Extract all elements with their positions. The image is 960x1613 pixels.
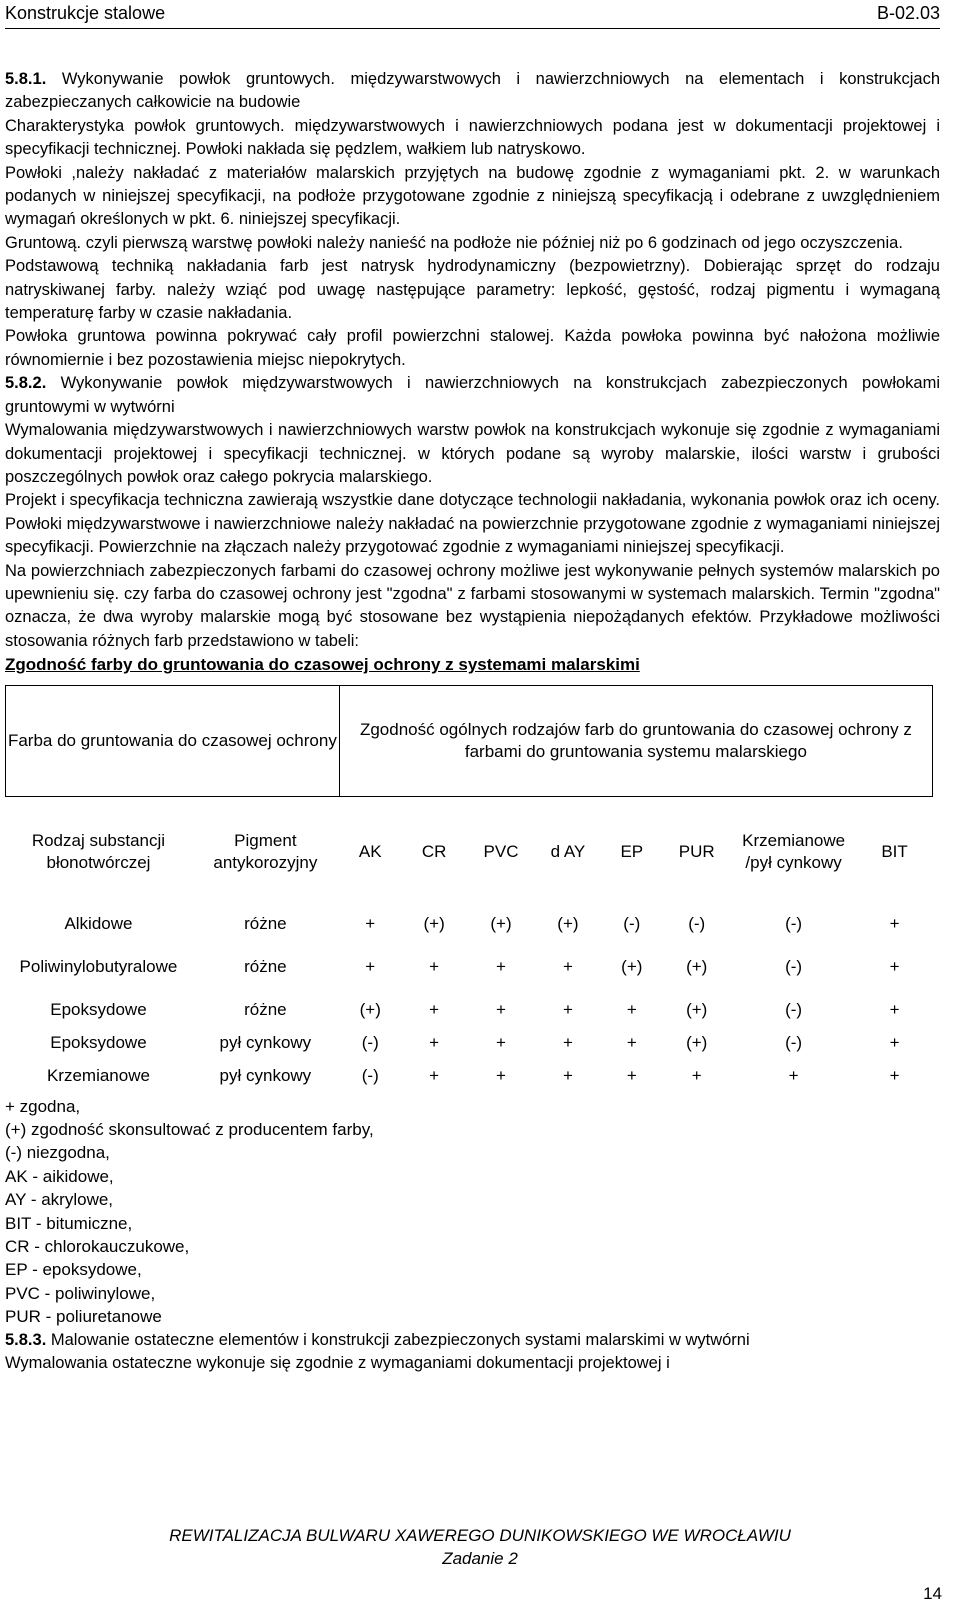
section-5-8-2-heading: 5.8.2. Wykonywanie powłok międzywarstwowych i nawierzchniowych na konstrukcjach zabezpieczonych powłokami gruntowymi w wytwórni — [5, 374, 940, 416]
legend-item: CR - chlorokauczukowe, — [5, 1237, 190, 1256]
table-legend — [5, 1095, 940, 1329]
paragraph: Wymalowania ostateczne wykonuje się zgodnie z wymaganiami dokumentacji projektowej i — [5, 1354, 670, 1373]
paragraph: Gruntową. czyli pierwszą warstwę powłoki należy nanieść na podłoże nie później niż po 6 godzinach od jego oczyszczenia. — [5, 233, 903, 252]
table-head-right: Zgodność ogólnych rodzajów farb do gruntowania do czasowej ochrony z farbami do gruntowania systemu malarskiego — [339, 685, 932, 796]
legend-item: + zgodna, — [5, 1096, 81, 1116]
legend-item: EP - epoksydowe, — [5, 1260, 142, 1280]
paragraph: Podstawową techniką nakładania farb jest natrysk hydrodynamiczny (bezpowietrzny). Dobierając sprzęt do rodzaju natryskiwanej farby. należy wziąć pod uwagę następujące parametry: lepkość, gęstość, rodzaj pigmentu i wymaganą temperaturę farby w czasie nakładania. — [5, 257, 940, 323]
paragraph: Powłoka gruntowa powinna pokrywać cały profil powierzchni stalowej. Każda powłoka powinna być nałożona możliwie równomiernie i bez pozostawienia miejsc niepokrytych. — [5, 327, 940, 369]
paragraph: Na powierzchniach zabezpieczonych farbami do czasowej ochrony możliwe jest wykonywanie pełnych systemów malarskich po upewnieniu się. czy farba do czasowej ochrony jest "zgodna" z farbami stosowanymi w systemach malarskich. Termin "zgodna" oznacza, że dwa wyroby malarskie mogą być stosowane bez wystąpienia niepożądanych efektów. Przykładowe możliwości stosowania różnych farb przedstawiono w tabeli: — [5, 561, 940, 650]
table-row: Epoksydowe różne (+) + + + + (+) (-) + — [50, 1000, 900, 1020]
col-header: d AY — [550, 842, 586, 862]
col-header: BIT — [881, 842, 908, 862]
col-header: AK — [358, 842, 382, 862]
legend-item: AY - akrylowe, — [5, 1190, 114, 1210]
col-header: Pigment antykorozyjny — [213, 831, 318, 873]
table-row: Epoksydowe pył cynkowy (-) + + + + (+) (-) + — [50, 1033, 900, 1053]
legend-item: PUR - poliuretanowe — [5, 1307, 162, 1327]
col-header: EP — [620, 842, 644, 862]
col-header: PVC — [483, 842, 519, 862]
section-5-8-1-heading: 5.8.1. Wykonywanie powłok gruntowych. międzywarstwowych i nawierzchniowych na elementach i konstrukcjach zabezpieczanych całkowicie na budowie — [5, 70, 940, 112]
legend-item: AK - aikidowe, — [5, 1166, 114, 1186]
table-title: Zgodność farby do gruntowania do czasowej ochrony z systemami malarskimi — [5, 655, 640, 675]
table-row: Poliwinylobutyralowe różne + + + + (+) (+) (-) + — [19, 957, 900, 977]
col-header: PUR — [678, 842, 715, 862]
page-header — [5, 2, 940, 29]
section-5-8-3-heading: 5.8.3. Malowanie ostateczne elementów i konstrukcji zabezpieczonych systami malarskimi w wytwórni — [5, 1330, 750, 1349]
legend-item: PVC - poliwinylowe, — [5, 1283, 156, 1303]
col-header: Rodzaj substancji błonotwórczej — [31, 831, 166, 873]
header-title: Konstrukcje stalowe — [5, 3, 166, 23]
table-head-left: Farba do gruntowania do czasowej ochrony — [6, 685, 340, 796]
paragraph: Wymalowania międzywarstwowych i nawierzchniowych warstw powłok na konstrukcjach wykonuje się zgodnie z wymaganiami dokumentacji projektowej i specyfikacji technicznej. w których podane są wyroby malarskie, ilości warstw i grubości poszczególnych powłok oraz całego pokrycia malarskiego. — [5, 421, 940, 486]
header-code: B-02.03 — [876, 3, 940, 23]
legend-item: BIT - bitumiczne, — [5, 1213, 133, 1233]
table-column-headers — [6, 796, 933, 908]
table-row: Krzemianowe pył cynkowy (-) + + + + + + + — [46, 1066, 900, 1086]
page-footer — [0, 1524, 960, 1570]
col-header: CR — [421, 842, 447, 862]
paragraph: Projekt i specyfikacja techniczna zawierają wszystkie dane dotyczące technologii nakładania, wykonania powłok oraz ich oceny. Powłoki międzywarstwowe i nawierzchniowe należy nakładać na powierzchnie przygotowane zgodnie z wymaganiami niniejszej specyfikacji. Powierzchnie na złączach należy przygotować zgodnie z wymaganiami niniejszej specyfikacji. — [5, 491, 940, 557]
paragraph: Powłoki ,należy nakładać z materiałów malarskich przyjętych na budowę zgodnie z wymaganiami pkt. 2. w warunkach podanych w niniejszej specyfikacji, na podłoże przygotowane zgodnie z niniejszą specyfikacją i odebrane z uwzględnieniem wymagań określonych w pkt. 6. niniejszej specyfikacji. — [5, 163, 940, 229]
footer-project-title: REWITALIZACJA BULWARU XAWEREGO DUNIKOWSKIEGO WE WROCŁAWIU — [169, 1526, 791, 1545]
legend-item: (-) niezgodna, — [5, 1143, 110, 1163]
document-body — [5, 68, 940, 1375]
compatibility-table — [5, 685, 933, 1093]
col-header: Krzemianowe /pył cynkowy — [742, 831, 846, 873]
page-number: 14 — [923, 1584, 942, 1603]
footer-task: Zadanie 2 — [442, 1549, 518, 1568]
paragraph: Charakterystyka powłok gruntowych. międzywarstwowych i nawierzchniowych podana jest w dokumentacji projektowej i specyfikacji technicznej. Powłoki nakłada się pędzlem, wałkiem lub natryskowo. — [5, 116, 940, 159]
legend-item: (+) zgodność skonsultować z producentem farby, — [5, 1119, 374, 1139]
table-row: Alkidowe różne + (+) (+) (+) (-) (-) (-) + — [64, 914, 900, 934]
